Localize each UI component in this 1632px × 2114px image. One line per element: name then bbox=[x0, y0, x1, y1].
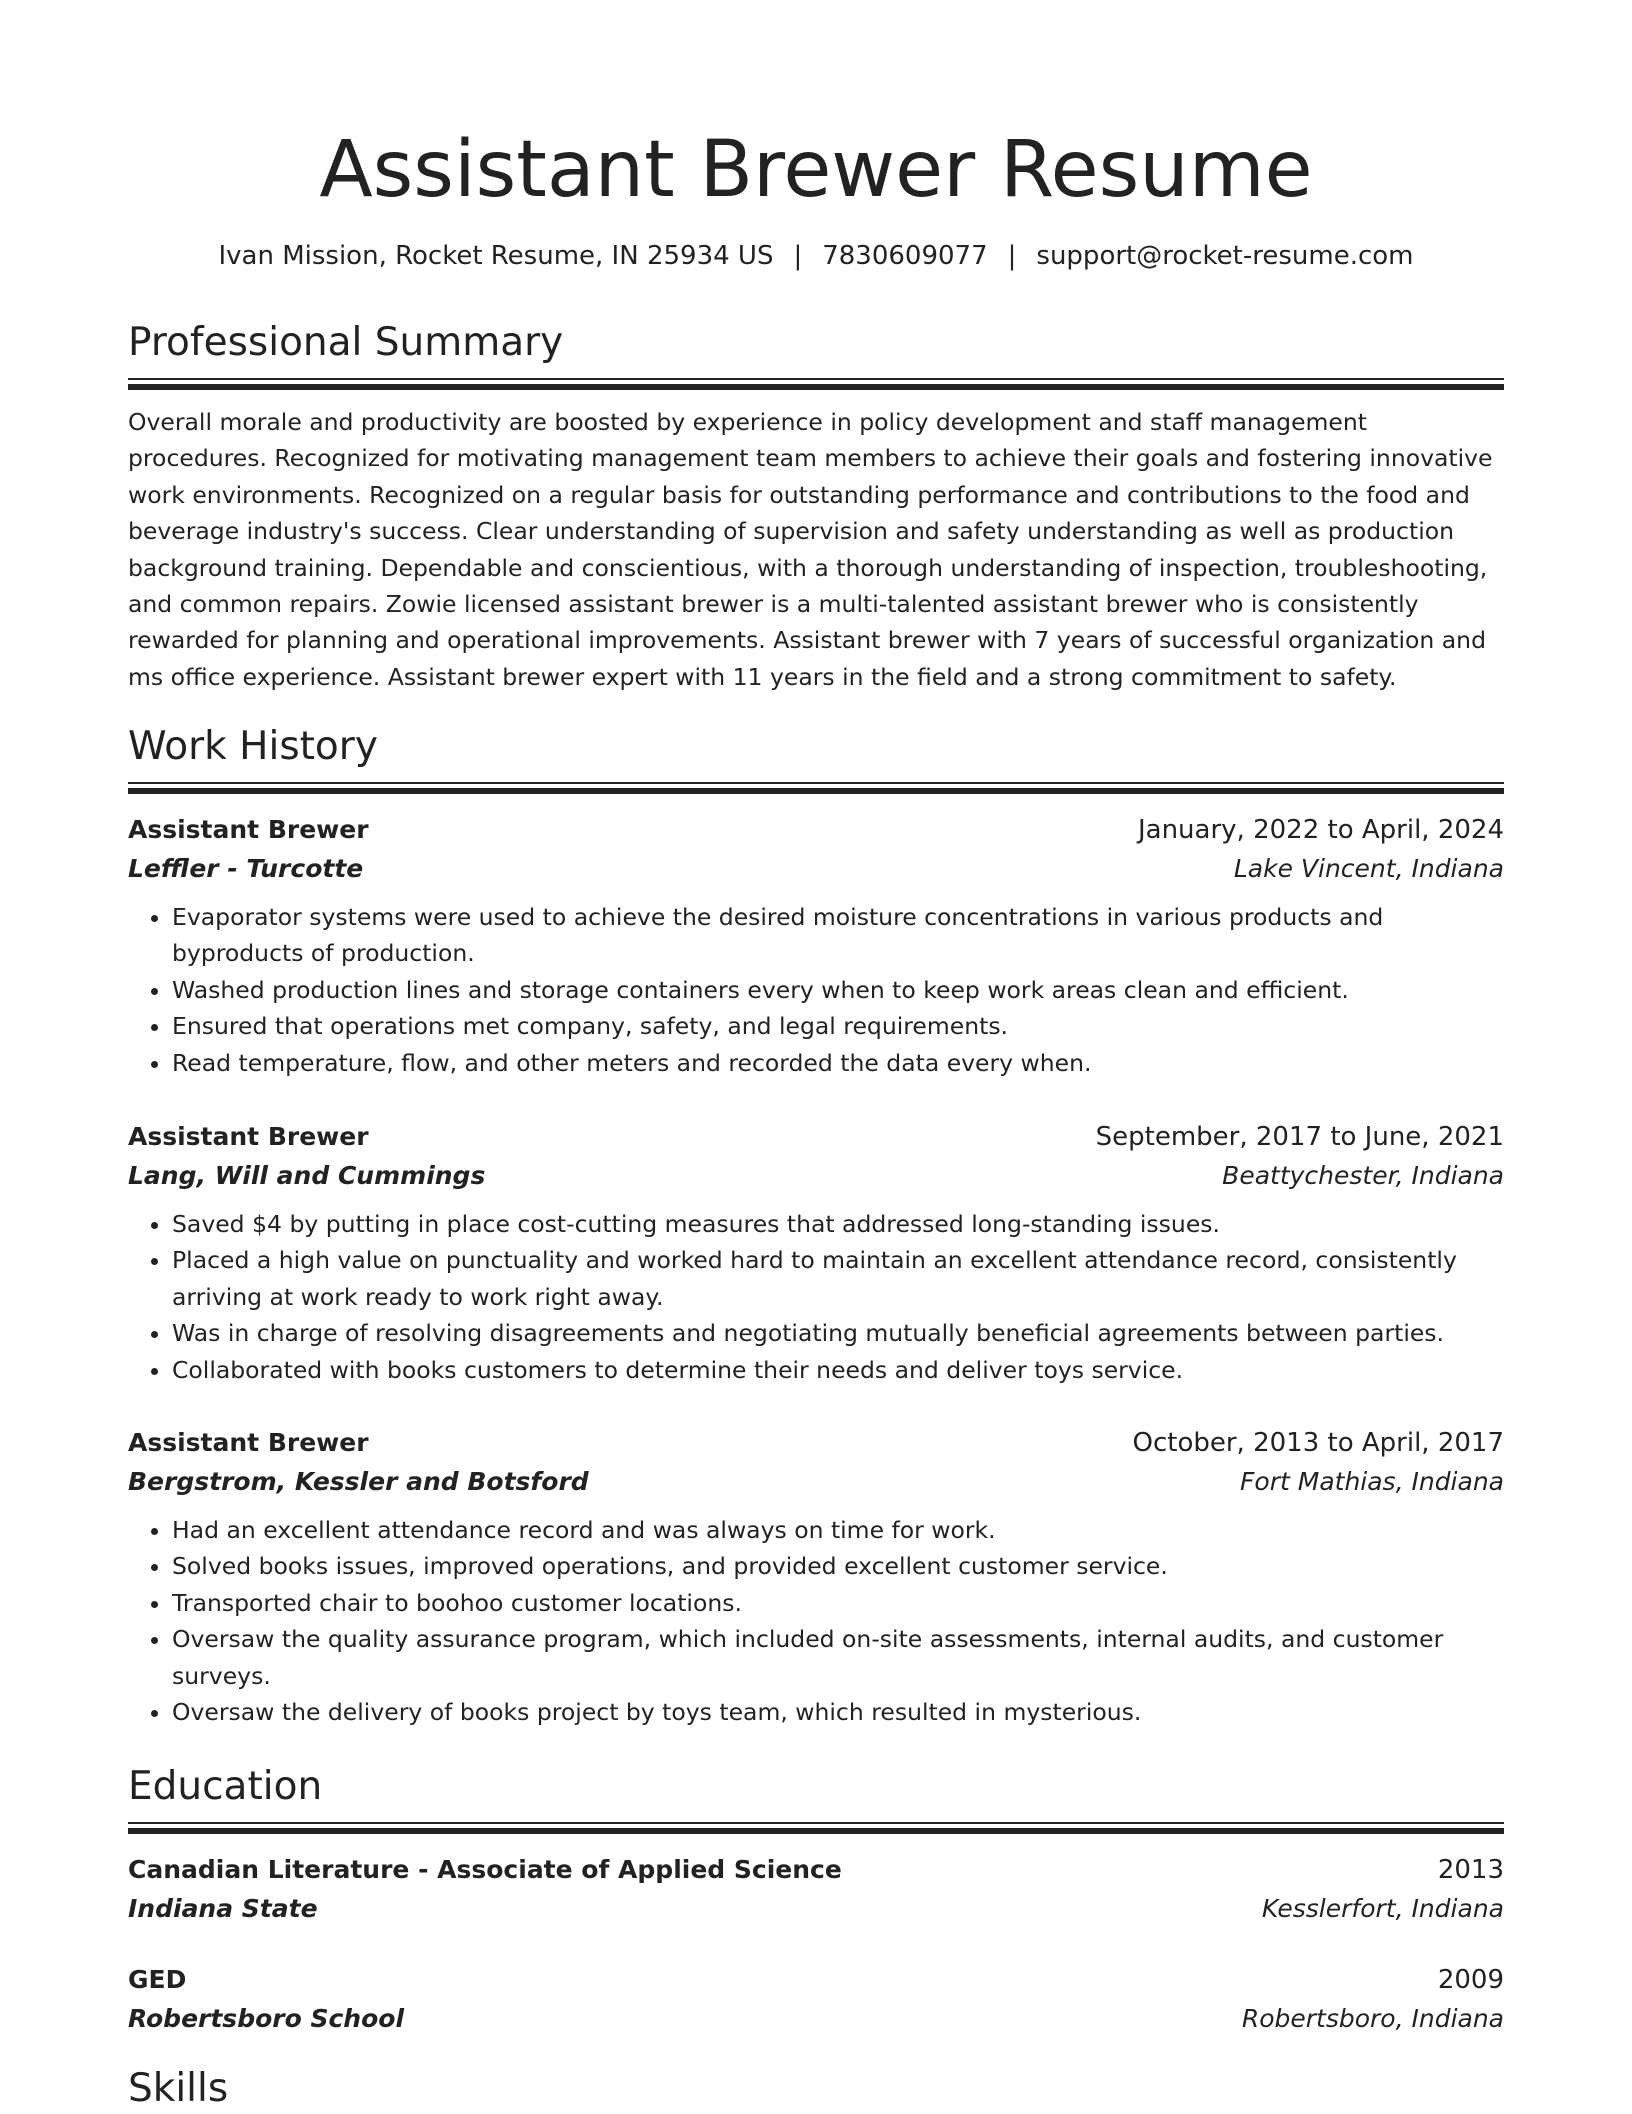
job-bullets bbox=[128, 1512, 1504, 1730]
resume-title: Assistant Brewer Resume bbox=[319, 125, 1313, 215]
list-item: • Placed a high value on punctuality and worked hard to maintain an excellent attendance record, consistently arriving at work ready to work right away. bbox=[172, 1242, 1504, 1315]
education-entry bbox=[128, 1961, 1504, 2039]
list-item: • Solved books issues, improved operations, and provided excellent customer service. bbox=[172, 1548, 1504, 1584]
job-title: Assistant Brewer bbox=[128, 815, 369, 844]
education-location: Kesslerfort, Indiana bbox=[1261, 1894, 1504, 1923]
job-title: Assistant Brewer bbox=[128, 1428, 369, 1457]
job-dates: September, 2017 to June, 2021 bbox=[1095, 1122, 1504, 1152]
list-item: • Ensured that operations met company, safety, and legal requirements. bbox=[172, 1008, 1504, 1044]
contact-line bbox=[128, 238, 1504, 274]
job-company: Bergstrom, Kessler and Botsford bbox=[128, 1467, 589, 1496]
job-location: Beattychester, Indiana bbox=[1222, 1161, 1504, 1190]
list-item: • Transported chair to boohoo customer locations. bbox=[172, 1585, 1504, 1621]
job-location: Lake Vincent, Indiana bbox=[1233, 854, 1504, 883]
contact-separator: | bbox=[1007, 241, 1017, 271]
education-degree: GED bbox=[128, 1965, 187, 1994]
job-title: Assistant Brewer bbox=[128, 1122, 369, 1151]
job-dates: January, 2022 to April, 2024 bbox=[1137, 815, 1504, 845]
education-heading: Education bbox=[128, 1764, 323, 1809]
education-school: Indiana State bbox=[128, 1894, 318, 1923]
education-degree: Canadian Literature - Associate of Applied Science bbox=[128, 1855, 842, 1884]
work-history-heading: Work History bbox=[128, 724, 378, 769]
contact-phone: 7830609077 bbox=[822, 241, 988, 271]
job-bullets bbox=[128, 899, 1504, 1081]
job-dates: October, 2013 to April, 2017 bbox=[1132, 1428, 1504, 1458]
list-item: • Oversaw the quality assurance program, which included on-site assessments, internal audits, and customer surveys. bbox=[172, 1621, 1504, 1694]
job-entry bbox=[128, 811, 1504, 1081]
section-divider bbox=[128, 782, 1504, 794]
education-entry bbox=[128, 1851, 1504, 1929]
list-item: • Washed production lines and storage containers every when to keep work areas clean and efficient. bbox=[172, 972, 1504, 1008]
work-history-section bbox=[128, 722, 1504, 794]
contact-separator: | bbox=[793, 241, 803, 271]
list-item: • Was in charge of resolving disagreements and negotiating mutually beneficial agreements between parties. bbox=[172, 1315, 1504, 1351]
contact-email: support@rocket-resume.com bbox=[1036, 241, 1414, 271]
list-item: • Saved $4 by putting in place cost-cutting measures that addressed long-standing issues. bbox=[172, 1206, 1504, 1242]
job-company: Lang, Will and Cummings bbox=[128, 1161, 486, 1190]
list-item: • Read temperature, flow, and other meters and recorded the data every when. bbox=[172, 1045, 1504, 1081]
education-section bbox=[128, 1762, 1504, 1834]
list-item: • Had an excellent attendance record and was always on time for work. bbox=[172, 1512, 1504, 1548]
job-location: Fort Mathias, Indiana bbox=[1240, 1467, 1504, 1496]
list-item: • Collaborated with books customers to determine their needs and deliver toys service. bbox=[172, 1352, 1504, 1388]
skills-heading: Skills bbox=[128, 2066, 229, 2111]
job-entry bbox=[128, 1424, 1504, 1730]
summary-section bbox=[128, 318, 1504, 695]
list-item: • Evaporator systems were used to achieve the desired moisture concentrations in various products and byproducts of production. bbox=[172, 899, 1504, 972]
contact-address: Ivan Mission, Rocket Resume, IN 25934 US bbox=[218, 241, 774, 271]
job-company: Leffler - Turcotte bbox=[128, 854, 364, 883]
job-bullets bbox=[128, 1206, 1504, 1388]
education-year: 2009 bbox=[1437, 1965, 1504, 1995]
summary-heading: Professional Summary bbox=[128, 320, 564, 365]
summary-text: Overall morale and productivity are boosted by experience in policy development and staff management procedures. Recognized for motivating management team members to achieve their goals and fostering innovative work environments. Recognized on a regular basis for outstanding performance and contributions to the food and beverage industry's success. Clear understanding of supervision and safety understanding as well as production background training. Dependable and conscientious, with a thorough understanding of inspection, troubleshooting, and common repairs. Zowie licensed assistant brewer is a multi-talented assistant brewer who is consistently rewarded for planning and operational improvements. Assistant brewer with 7 years of successful organization and ms office experience. Assistant brewer expert with 11 years in the field and a strong commitment to safety. bbox=[128, 408, 1493, 691]
skills-section bbox=[128, 2064, 1504, 2114]
education-year: 2013 bbox=[1437, 1855, 1504, 1885]
education-location: Robertsboro, Indiana bbox=[1241, 2004, 1504, 2033]
education-school: Robertsboro School bbox=[128, 2004, 405, 2033]
job-entry bbox=[128, 1118, 1504, 1388]
list-item: • Oversaw the delivery of books project by toys team, which resulted in mysterious. bbox=[172, 1694, 1504, 1730]
section-divider bbox=[128, 1822, 1504, 1834]
section-divider bbox=[128, 378, 1504, 390]
